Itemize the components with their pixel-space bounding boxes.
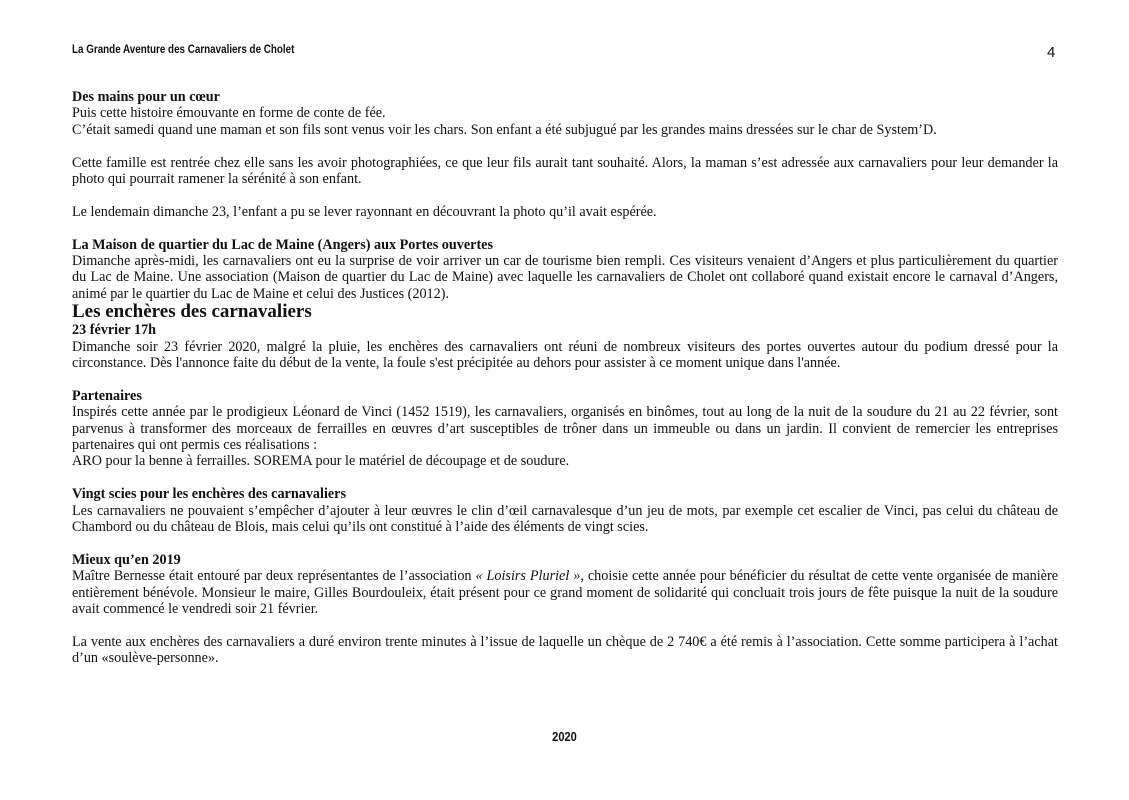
paragraph: Puis cette histoire émouvante en forme de conte de fée.: [72, 105, 386, 122]
event-date: 23 février 17h: [72, 322, 157, 339]
footer-year-text: 2020: [552, 729, 577, 744]
paragraph: Inspirés cette année par le prodigieux Léonard de Vinci (1452 1519), les carnavaliers, organisés en binômes, tout au long de la nuit de la soudure du 21 au 22 février, sont parvenus à transformer des morceaux de ferrailles en œuvres d’art susceptibles de trôner dans un immeuble ou dans un jardin. Il convient de remercier les entreprises partenaires qui ont permis ces réalisations :: [72, 404, 1058, 454]
text-run: Maître Bernesse était entouré par deux représentantes de l’association: [72, 568, 476, 585]
paragraph-spacer: [72, 470, 1058, 486]
paragraph: C’était samedi quand une maman et son fils sont venus voir les chars. Son enfant a été subjugué par les grandes mains dressées sur le char de System’D.: [72, 121, 937, 138]
paragraph: Dimanche soir 23 février 2020, malgré la pluie, les enchères des carnavaliers ont réuni de nombreux visiteurs des portes ouvertes autour du podium dressé pour la circonstance. Dès l'annonce faite du début de la vente, la foule s'est précipitée au dehors pour assister à ce moment unique dans l'année.: [72, 338, 1058, 372]
section-heading-mains: Des mains pour un cœur: [72, 89, 220, 105]
paragraph-spacer: [72, 535, 1058, 551]
paragraph: La vente aux enchères des carnavaliers a duré environ trente minutes à l’issue de laquelle un chèque de 2 740€ a été remis à l’association. Cette somme participera à l’achat d’un «soulève-personne».: [72, 633, 1058, 667]
paragraph-spacer: [72, 138, 1058, 154]
section-heading-scies: Vingt scies pour les enchères des carnavaliers: [72, 486, 347, 503]
paragraph: Les carnavaliers ne pouvaient s’empêcher d’ajouter à leur œuvres le clin d’œil carnavalesque d’un jeu de mots, par exemple cet escalier de Vinci, pas celui du château de Chambord ou du château de Blois, mais celui qu’ils ont constitué à l’aide des éléments de vingt scies.: [72, 502, 1058, 536]
page-number: 4: [1047, 44, 1056, 61]
paragraph-spacer: [72, 220, 1058, 236]
section-heading-partenaires: Partenaires: [72, 387, 142, 404]
paragraph: Le lendemain dimanche 23, l’enfant a pu se lever rayonnant en découvrant la photo qu’il avait espérée.: [72, 203, 657, 220]
paragraph-spacer: [72, 618, 1058, 634]
footer-year: [0, 729, 1129, 744]
paragraph-spacer: [72, 371, 1058, 387]
association-name: « Loisirs Pluriel »: [475, 568, 581, 585]
paragraph-spacer: [72, 187, 1058, 203]
section-heading-mieux: Mieux qu’en 2019: [72, 551, 181, 568]
paragraph: [72, 568, 1058, 617]
text-run: , choisie cette année pour bénéficier du résultat de cette vente organisée de manière entièrement bénévole. Monsieur le maire, Gilles Bourdouleix, était présent pour ce grand moment de solidarité qui concluait trois jours de fête puisque la nuit de la soudure avait commencé le vendredi soir 21 février.: [72, 568, 1058, 618]
section-heading-encheres: Les enchères des carnavaliers: [72, 301, 312, 323]
paragraph: Cette famille est rentrée chez elle sans les avoir photographiées, ce que leur fils aurait tant souhaité. Alors, la maman s’est adressée aux carnavaliers pour leur demander la photo qui pourrait ramener la sérénité à son enfant.: [72, 154, 1058, 188]
paragraph: ARO pour la benne à ferrailles. SOREMA pour le matériel de découpage et de soudure.: [72, 453, 570, 470]
running-header: La Grande Aventure des Carnavaliers de Cholet: [72, 42, 295, 56]
section-heading-maison: La Maison de quartier du Lac de Maine (Angers) aux Portes ouvertes: [72, 236, 493, 253]
paragraph: Dimanche après-midi, les carnavaliers ont eu la surprise de voir arriver un car de tourisme bien rempli. Ces visiteurs venaient d’Angers et plus particulièrement du quartier du Lac de Maine. Une association (Maison de quartier du Lac de Maine) avec laquelle les carnavaliers de Cholet ont collaboré quand existait encore le carnaval d’Angers, animé par le quartier du Lac de Maine et celui des Justices (2012).: [72, 253, 1058, 302]
document-body: [72, 89, 1058, 667]
